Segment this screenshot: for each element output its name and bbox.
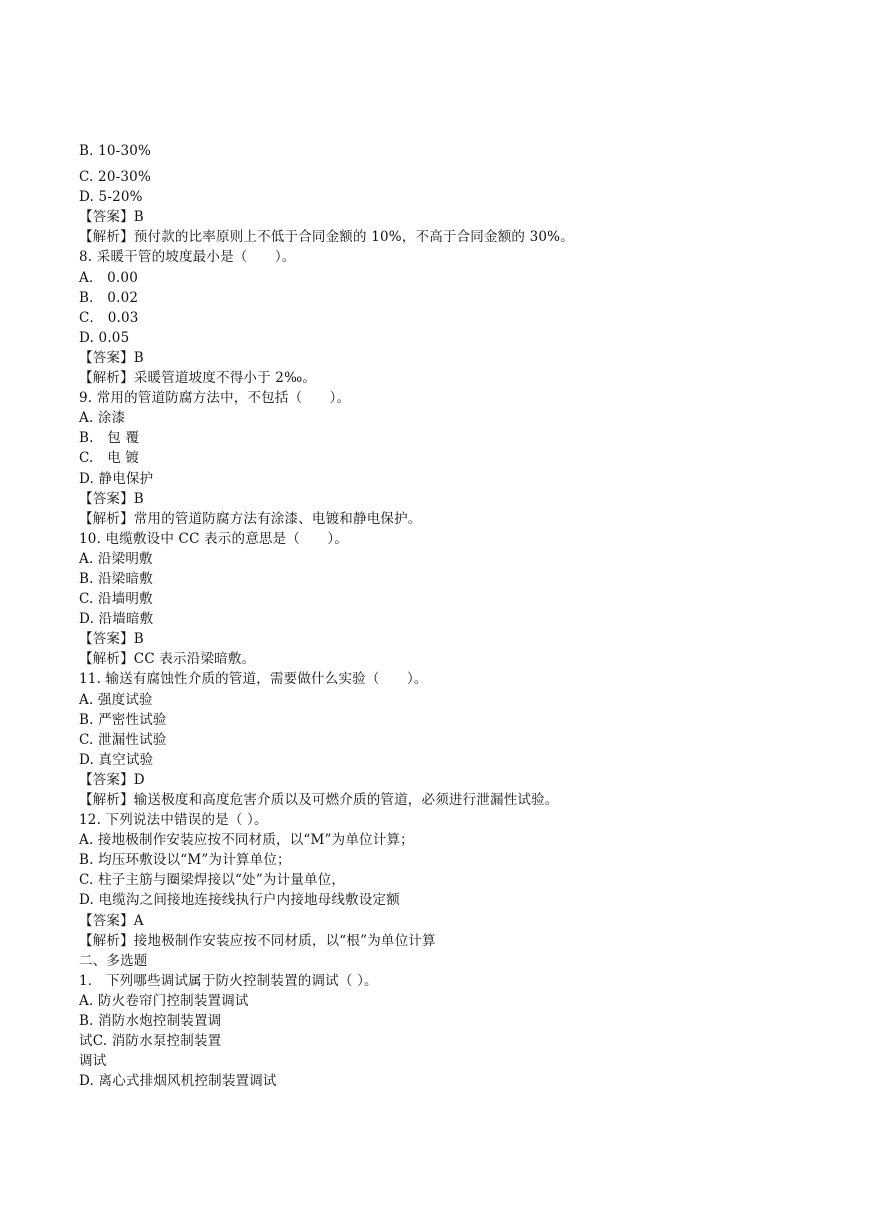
answer-line: 【答案】B [79, 631, 144, 648]
option-line: D. 0.05 [79, 329, 130, 346]
explanation-line: 【解析】接地极制作安装应按不同材质，以“根”为单位计算 [79, 932, 436, 949]
option-line: C. 电 镀 [79, 450, 140, 467]
question-line: 12. 下列说法中错误的是（ ）。 [79, 812, 268, 829]
text-line: D. 5-20% [79, 189, 143, 206]
option-line: 试C. 消防水泵控制装置 [79, 1033, 222, 1050]
question-line: 10. 电缆敷设中 CC 表示的意思是（ ）。 [79, 530, 349, 547]
question-line: 9. 常用的管道防腐方法中，不包括（ ）。 [79, 390, 351, 407]
question-line: 1． 下列哪些调试属于防火控制装置的调试（ ）。 [79, 972, 378, 989]
option-line: C. 沿墙明敷 [79, 591, 153, 608]
answer-line: 【答案】B [79, 209, 144, 226]
option-line: A. 防火卷帘门控制装置调试 [79, 992, 249, 1009]
option-line: A． 0.00 [79, 269, 138, 286]
explanation-line: 【解析】采暖管道坡度不得小于 2‰。 [79, 370, 317, 387]
question-line: 11. 输送有腐蚀性介质的管道，需要做什么实验（ ）。 [79, 671, 428, 688]
option-line: D. 真空试验 [79, 751, 154, 768]
option-line: D. 电缆沟之间接地连接线执行户内接地母线敷设定额 [79, 892, 400, 909]
explanation-line: 【解析】输送极度和高度危害介质以及可燃介质的管道，必须进行泄漏性试验。 [79, 792, 559, 808]
option-line: A. 沿梁明敷 [79, 550, 153, 567]
question-line: 8. 采暖干管的坡度最小是（ ）。 [79, 249, 296, 266]
option-line: 调试 [79, 1053, 107, 1070]
explanation-line: 【解析】预付款的比率原则上不低于合同金额的 10%，不高于合同金额的 30%。 [79, 229, 574, 246]
option-line: A. 接地极制作安装应按不同材质，以“M”为单位计算； [79, 832, 414, 849]
answer-line: 【答案】A [79, 912, 144, 929]
option-line: B. 包 覆 [79, 430, 140, 447]
option-line: B. 消防水炮控制装置调 [79, 1013, 222, 1030]
option-line: C． 0.03 [79, 309, 139, 326]
option-line: B. 严密性试验 [79, 711, 167, 728]
option-line: D. 离心式排烟风机控制装置调试 [79, 1073, 277, 1090]
option-line: D. 静电保护 [79, 470, 154, 487]
option-line: C. 泄漏性试验 [79, 731, 167, 748]
answer-line: 【答案】B [79, 349, 144, 366]
explanation-line: 【解析】常用的管道防腐方法有涂漆、电镀和静电保护。 [79, 510, 422, 527]
text-line: C. 20-30% [79, 169, 151, 186]
section-heading: 二、多选题 [79, 952, 148, 969]
option-line: B． 0.02 [79, 289, 139, 306]
answer-line: 【答案】B [79, 490, 144, 507]
text-line: B. 10-30% [79, 143, 152, 159]
option-line: C. 柱子主筋与圈梁焊接以“处”为计量单位， [79, 872, 346, 889]
option-line: D. 沿墙暗敷 [79, 611, 154, 628]
option-line: B. 均压环敷设以“M”为计算单位； [79, 852, 291, 869]
option-line: A. 涂漆 [79, 410, 126, 427]
document-body [79, 141, 839, 1091]
answer-line: 【答案】D [79, 771, 145, 788]
explanation-line: 【解析】CC 表示沿梁暗敷。 [79, 651, 256, 668]
option-line: B. 沿梁暗敷 [79, 570, 153, 587]
option-line: A. 强度试验 [79, 691, 153, 708]
